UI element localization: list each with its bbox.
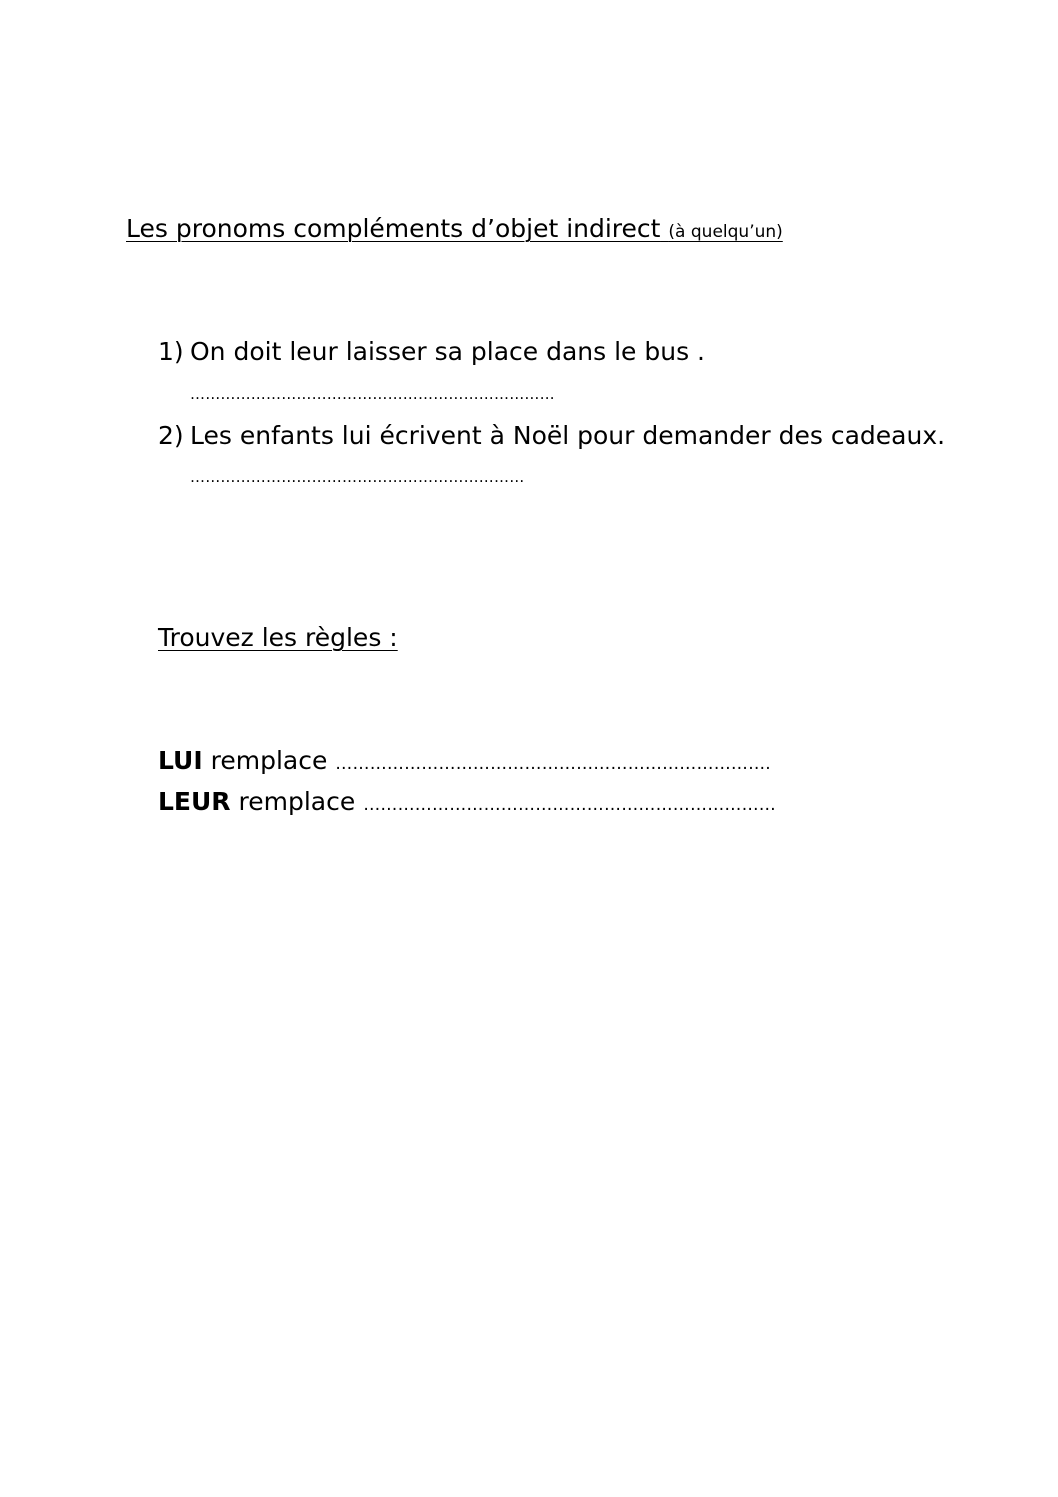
rule-pronoun: LEUR (158, 787, 231, 816)
title-subtitle: (à quelqu’un) (668, 222, 783, 242)
rules-heading: Trouvez les règles : (158, 623, 398, 652)
rule-blank: …………………………………………………………………. (335, 754, 771, 774)
question-number: 1) (158, 337, 184, 366)
rule-lui (158, 746, 771, 775)
rule-leur (158, 787, 776, 816)
question-number: 2) (158, 421, 184, 450)
title-text: Les pronoms compléments d’objet indirect (126, 214, 661, 243)
question-sentence: Les enfants lui écrivent à Noël pour demander des cadeaux. (190, 421, 946, 450)
rule-blank: ……………………………………………………………… (363, 795, 777, 815)
rule-verb: remplace (210, 746, 328, 775)
answer-line-1: ……………………………………………………………… (190, 385, 555, 403)
answer-line-2: ………………………………………………………… (190, 468, 525, 486)
question-sentence: On doit leur laisser sa place dans le bus . (190, 337, 706, 366)
worksheet-title (126, 214, 783, 243)
rule-verb: remplace (238, 787, 356, 816)
question-2 (158, 421, 945, 450)
question-1 (158, 337, 705, 366)
rule-pronoun: LUI (158, 746, 203, 775)
